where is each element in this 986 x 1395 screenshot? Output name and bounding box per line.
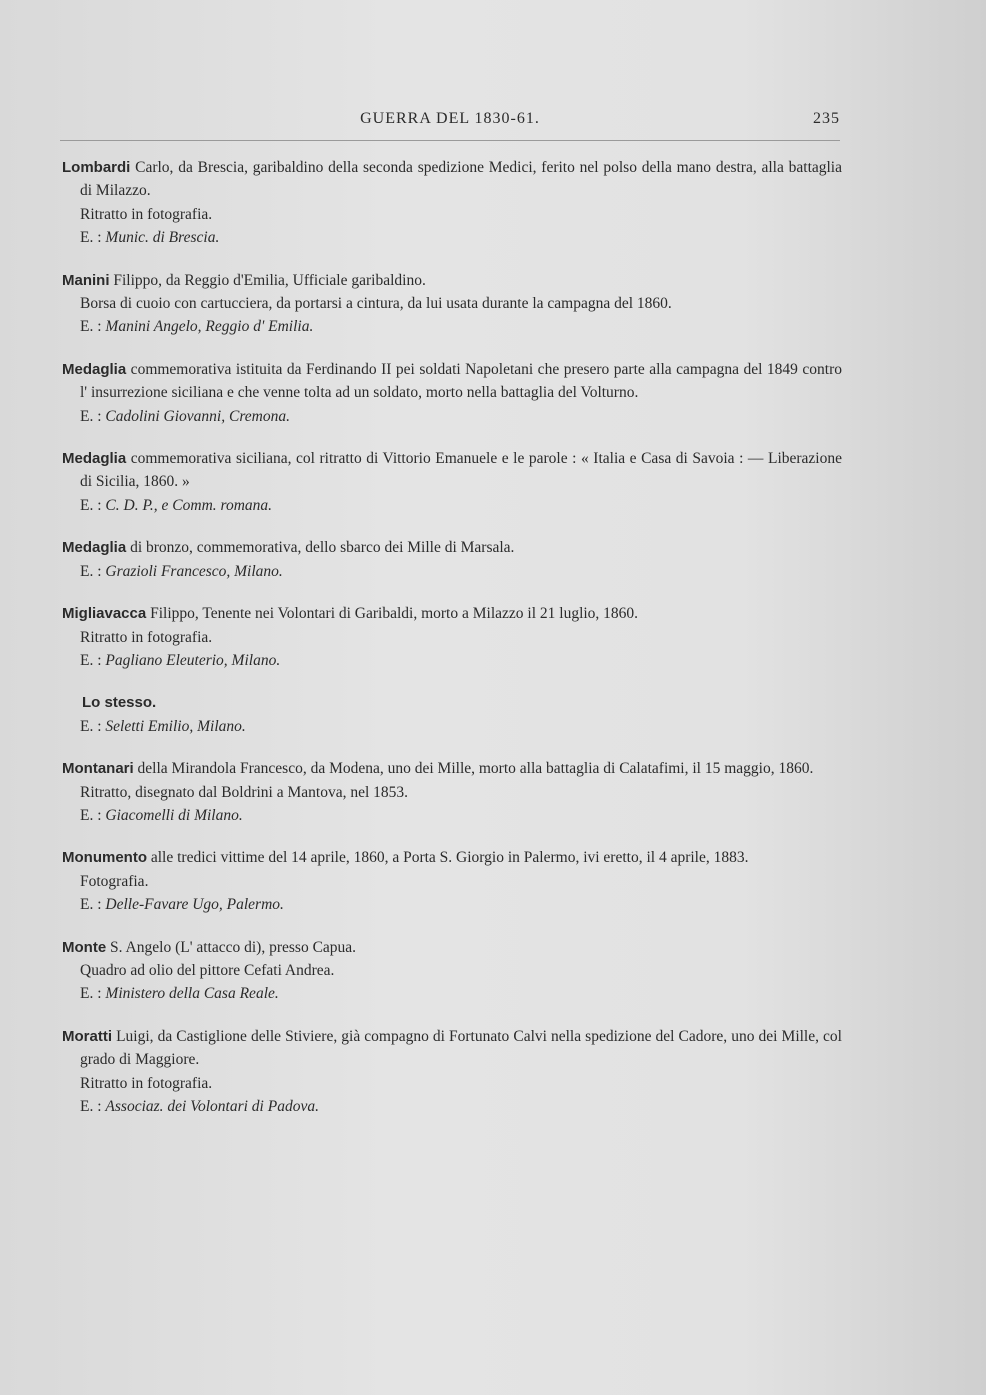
- entry-description: Carlo, da Brescia, garibaldino della seconda spedizione Medici, ferito nel polso della mano destra, alla battaglia di Milazzo.: [80, 159, 842, 200]
- exhibitor-name: Munic. di Brescia.: [105, 229, 220, 247]
- entry-item: Ritratto in fotografia.: [80, 628, 213, 646]
- entry-item: Fotografia.: [80, 872, 149, 890]
- catalogue-entry: [62, 536, 842, 583]
- entry-heading: [62, 846, 842, 869]
- entry-item: Quadro ad olio del pittore Cefati Andrea.: [80, 961, 335, 979]
- entry-keyword: Medaglia: [62, 450, 127, 468]
- entry-heading: [62, 447, 842, 494]
- entry-heading: [62, 936, 842, 959]
- exhibitor-name: Giacomelli di Milano.: [105, 806, 243, 824]
- catalogue-entry: [62, 156, 842, 250]
- entry-keyword: Medaglia: [62, 360, 127, 378]
- entry-item: Ritratto in fotografia.: [80, 1074, 213, 1092]
- entry-item: Borsa di cuoio con cartucciera, da portarsi a cintura, da lui usata durante la campagna del 1860.: [80, 295, 672, 313]
- exhibitor-label: E. :: [80, 496, 106, 514]
- catalogue-entries: [62, 156, 842, 1137]
- exhibitor-label: E. :: [80, 318, 106, 336]
- entry-keyword: Lombardi: [62, 159, 131, 176]
- entry-exhibitor: [62, 804, 842, 827]
- exhibitor-name: Pagliano Eleuterio, Milano.: [105, 651, 281, 669]
- entry-item: Ritratto, disegnato dal Boldrini a Mantova, nel 1853.: [80, 783, 409, 801]
- entry-description: commemorativa istituita da Ferdinando II pei soldati Napoletani che presero parte alla campagna del 1849 contro l' insurrezione siciliana e che venne tolta ad un soldato, morto nella battaglia del Volturno.: [80, 360, 842, 402]
- exhibitor-label: E. :: [80, 717, 106, 735]
- entry-description: Filippo, Tenente nei Volontari di Garibaldi, morto a Milazzo il 21 luglio, 1860.: [146, 605, 639, 623]
- entry-keyword: Montanari: [62, 760, 134, 778]
- entry-exhibitor: [62, 982, 842, 1005]
- header-rule: [60, 140, 840, 141]
- entry-exhibitor: [62, 315, 842, 338]
- entry-exhibitor: [62, 715, 842, 738]
- entry-keyword: Moratti: [62, 1027, 112, 1045]
- entry-exhibitor: [62, 560, 842, 583]
- entry-description: di bronzo, commemorativa, dello sbarco dei Mille di Marsala.: [126, 539, 515, 557]
- running-title: GUERRA DEL 1830-61.: [360, 110, 540, 127]
- entry-exhibitor: [62, 893, 842, 916]
- catalogue-entry: [62, 358, 842, 428]
- exhibitor-name: Cadolini Giovanni, Cremona.: [105, 407, 290, 425]
- entry-keyword: Manini: [62, 271, 110, 289]
- exhibitor-name: Seletti Emilio, Milano.: [105, 717, 246, 735]
- entry-keyword: Monte: [62, 938, 107, 956]
- exhibitor-label: E. :: [80, 229, 106, 247]
- entry-heading: [62, 536, 842, 559]
- entry-keyword: Migliavacca: [62, 605, 147, 623]
- catalogue-entry: [62, 1025, 842, 1119]
- exhibitor-label: E. :: [80, 896, 106, 914]
- entry-heading: [62, 269, 842, 292]
- catalogue-entry: [62, 691, 842, 738]
- entry-description: commemorativa siciliana, col ritratto di Vittorio Emanuele e le parole : « Italia e Casa di Savoia : — Liberazione di Sicilia, 1860. »: [80, 450, 842, 491]
- catalogue-entry: [62, 447, 842, 517]
- exhibitor-label: E. :: [80, 651, 106, 669]
- entry-heading: [62, 1025, 842, 1072]
- exhibitor-name: Manini Angelo, Reggio d' Emilia.: [105, 318, 314, 336]
- entry-description: alle tredici vittime del 14 aprile, 1860, a Porta S. Giorgio in Palermo, ivi eretto, il 4 aprile, 1883.: [146, 849, 749, 867]
- exhibitor-name: Delle-Favare Ugo, Palermo.: [105, 896, 284, 914]
- exhibitor-label: E. :: [80, 407, 106, 425]
- exhibitor-name: Ministero della Casa Reale.: [105, 985, 279, 1003]
- entry-heading: [62, 156, 842, 203]
- entry-description: Filippo, da Reggio d'Emilia, Ufficiale garibaldino.: [109, 271, 426, 289]
- entry-keyword: Lo stesso.: [82, 694, 157, 712]
- entry-exhibitor: [62, 226, 842, 249]
- entry-keyword: Monumento: [62, 849, 147, 867]
- catalogue-entry: [62, 269, 842, 339]
- exhibitor-label: E. :: [80, 985, 106, 1003]
- entry-description: Luigi, da Castiglione delle Stiviere, già compagno di Fortunato Calvi nella spedizione del Cadore, uno dei Mille, col grado di Maggiore.: [80, 1027, 842, 1069]
- entry-description: della Mirandola Francesco, da Modena, uno dei Mille, morto alla battaglia di Calatafimi, il 15 maggio, 1860.: [133, 760, 814, 778]
- exhibitor-name: Associaz. dei Volontari di Padova.: [105, 1098, 319, 1115]
- entry-item: Ritratto in fotografia.: [80, 205, 213, 223]
- exhibitor-label: E. :: [80, 562, 106, 580]
- entry-heading: [62, 602, 842, 625]
- entry-heading: [62, 358, 842, 405]
- entry-exhibitor: [62, 649, 842, 672]
- catalogue-entry: [62, 846, 842, 916]
- page-number: 235: [813, 110, 840, 127]
- exhibitor-name: C. D. P., e Comm. romana.: [105, 496, 273, 514]
- catalogue-entry: [62, 757, 842, 827]
- entry-heading: [62, 691, 842, 714]
- entry-exhibitor: [62, 494, 842, 517]
- entry-exhibitor: [62, 405, 842, 428]
- catalogue-entry: [62, 936, 842, 1006]
- entry-exhibitor: [62, 1095, 842, 1118]
- page-header: [60, 106, 840, 136]
- exhibitor-label: E. :: [80, 1098, 106, 1115]
- exhibitor-name: Grazioli Francesco, Milano.: [105, 562, 283, 580]
- entry-keyword: Medaglia: [62, 539, 127, 557]
- catalogue-entry: [62, 602, 842, 672]
- entry-description: S. Angelo (L' attacco di), presso Capua.: [106, 938, 357, 956]
- entry-heading: [62, 757, 842, 780]
- exhibitor-label: E. :: [80, 806, 106, 824]
